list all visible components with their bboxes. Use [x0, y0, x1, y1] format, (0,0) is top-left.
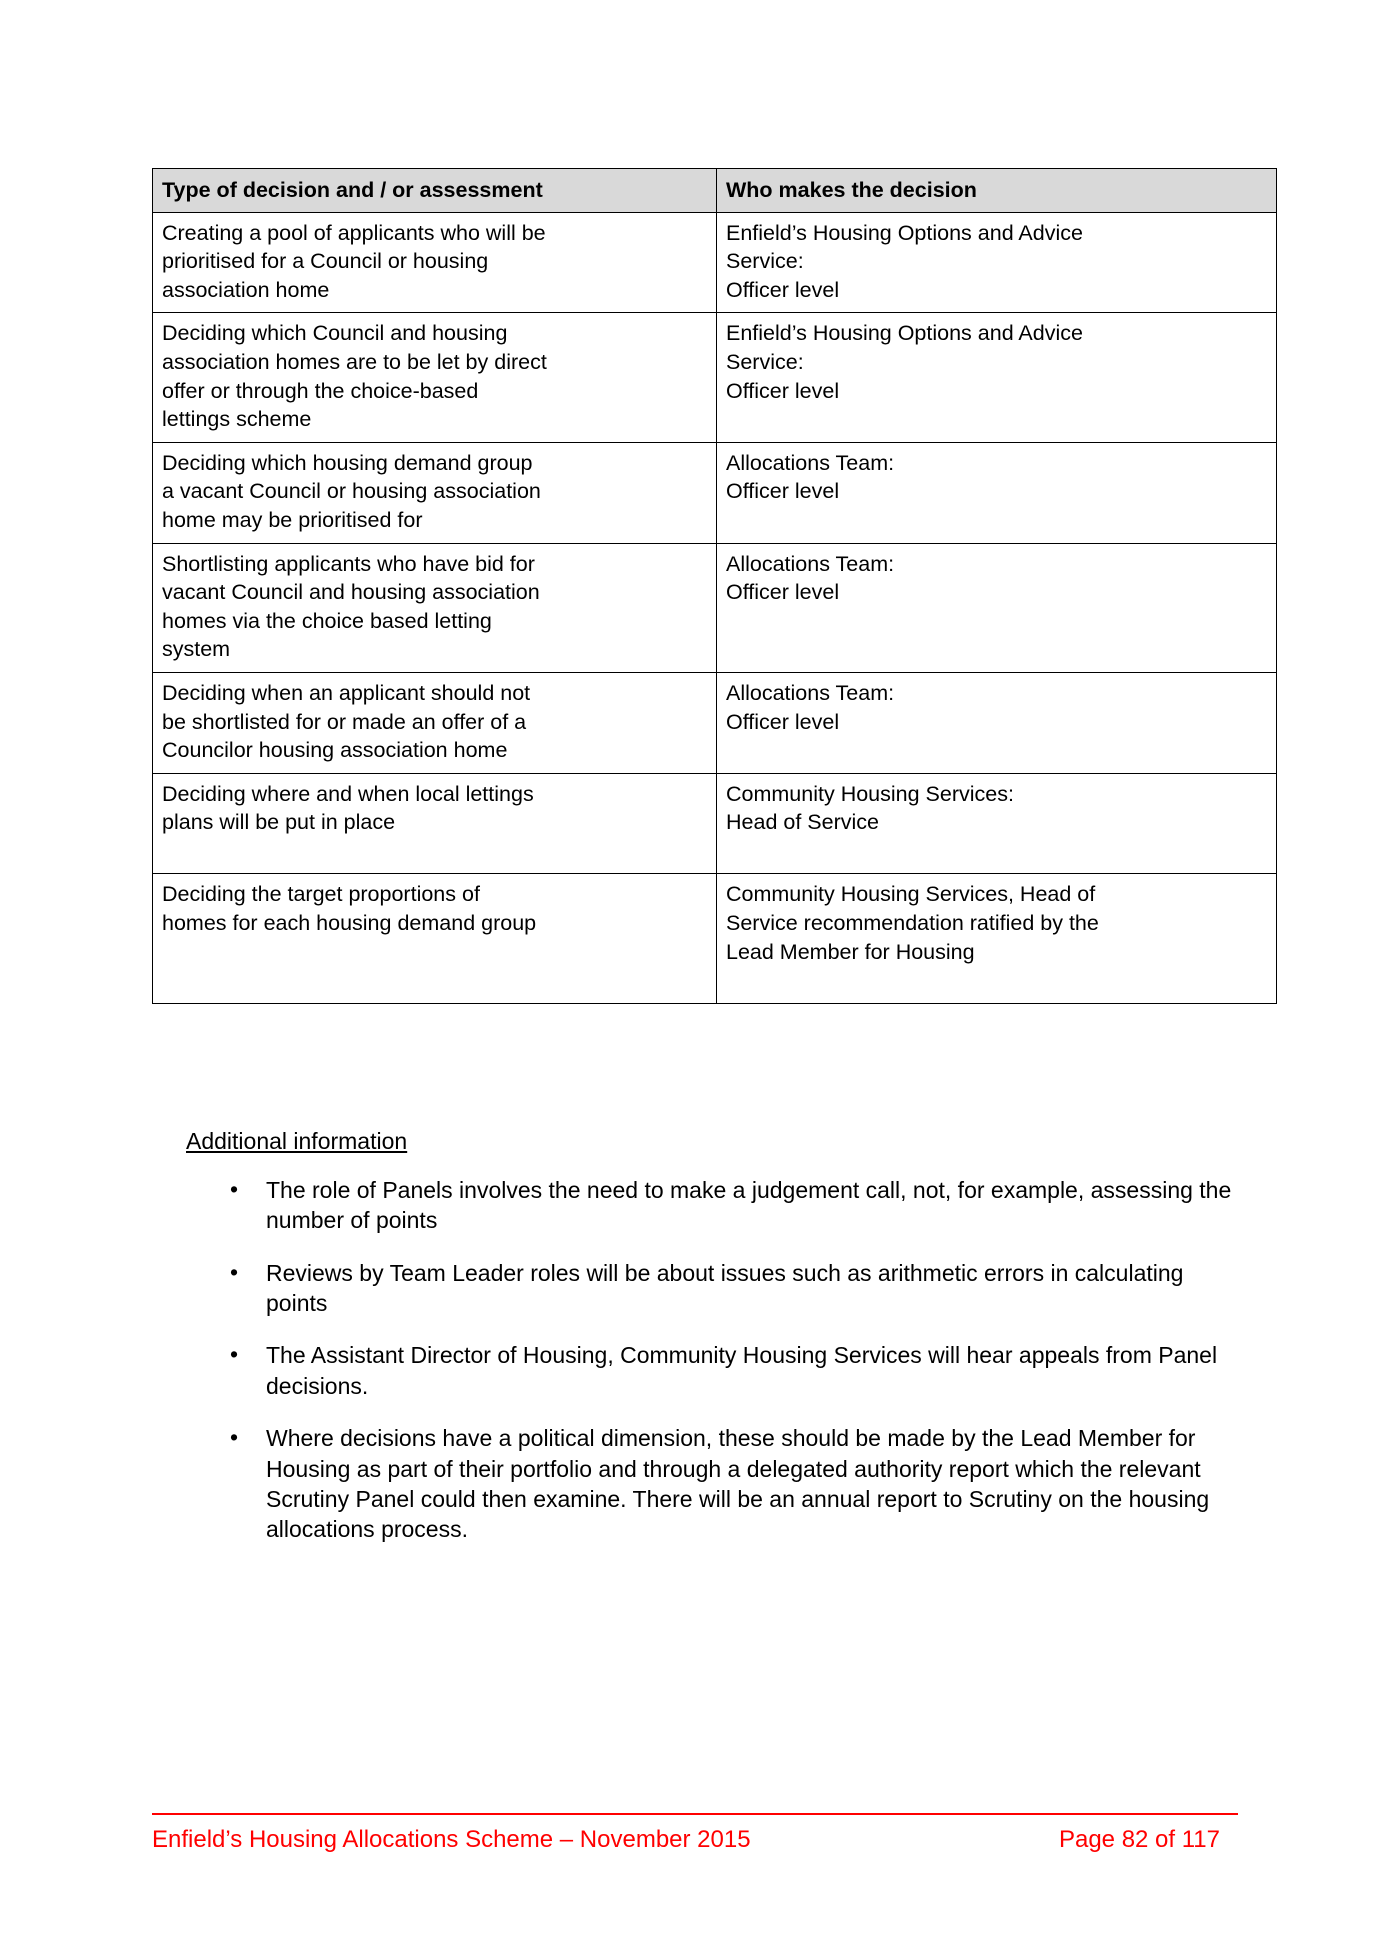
- cell-decision-type: [153, 874, 717, 1003]
- cell-line-spacer: [162, 837, 707, 866]
- bullet-icon: •: [230, 1258, 239, 1285]
- cell-line: a vacant Council or housing association: [162, 479, 541, 504]
- cell-decision-maker: [717, 773, 1277, 874]
- table-header-row: [153, 169, 1277, 213]
- cell-decision-maker: [717, 212, 1277, 313]
- footer-page-number: Page 82 of 117: [1058, 1826, 1220, 1853]
- cell-decision-type: [153, 773, 717, 874]
- table-row: [153, 773, 1277, 874]
- cell-decision-maker: [717, 442, 1277, 543]
- cell-line: Enfield’s Housing Options and Advice: [726, 321, 1083, 346]
- cell-decision-type: [153, 543, 717, 672]
- cell-line: vacant Council and housing association: [162, 580, 540, 605]
- table-body: [153, 212, 1277, 1003]
- table-row: [153, 313, 1277, 442]
- list-item: [186, 1423, 1246, 1544]
- decision-table: [152, 168, 1277, 1004]
- cell-line: home may be prioritised for: [162, 507, 423, 532]
- table-row: [153, 212, 1277, 313]
- additional-information-heading: Additional information: [186, 1128, 408, 1154]
- table-row: [153, 874, 1277, 1003]
- cell-line: Officer level: [726, 378, 840, 403]
- cell-line: plans will be put in place: [162, 810, 396, 835]
- cell-line: Deciding when an applicant should not: [162, 680, 531, 705]
- cell-line: Service:: [726, 349, 804, 374]
- cell-line: Head of Service: [726, 810, 879, 835]
- cell-decision-maker: [717, 313, 1277, 442]
- cell-line: Creating a pool of applicants who will be: [162, 220, 546, 245]
- footer-document-title: Enfield’s Housing Allocations Scheme – November 2015: [152, 1826, 751, 1853]
- cell-decision-type: [153, 212, 717, 313]
- list-item-text: Reviews by Team Leader roles will be about issues such as arithmetic errors in calculating points: [266, 1259, 1184, 1317]
- list-item-text: The role of Panels involves the need to make a judgement call, not, for example, assessing the number of points: [266, 1177, 1232, 1234]
- cell-decision-type: [153, 442, 717, 543]
- bullet-icon: •: [230, 1176, 239, 1202]
- cell-line: Deciding which housing demand group: [162, 450, 533, 475]
- cell-decision-type: [153, 672, 717, 773]
- cell-decision-maker: [717, 672, 1277, 773]
- cell-line: Community Housing Services:: [726, 781, 1014, 806]
- cell-line: Officer level: [726, 709, 840, 734]
- column-header-decision-maker: Who makes the decision: [717, 169, 1277, 213]
- cell-line: Community Housing Services, Head of: [726, 882, 1096, 907]
- cell-line: association homes are to be let by direct: [162, 349, 547, 374]
- cell-line-spacer: [162, 938, 707, 967]
- footer-divider: [152, 1813, 1238, 1815]
- cell-line: Lead Member for Housing: [726, 939, 975, 964]
- bullet-icon: •: [230, 1341, 239, 1368]
- cell-line: be shortlisted for or made an offer of a: [162, 709, 527, 734]
- cell-line: Allocations Team:: [726, 680, 895, 705]
- cell-line: Service:: [726, 249, 804, 274]
- cell-decision-type: [153, 313, 717, 442]
- cell-line: Officer level: [726, 580, 840, 605]
- bullet-icon: •: [230, 1424, 239, 1451]
- cell-line: Allocations Team:: [726, 450, 895, 475]
- table-header: [153, 169, 1277, 213]
- list-item: [186, 1175, 1246, 1236]
- cell-line: homes via the choice based letting: [162, 608, 492, 633]
- cell-line: association home: [162, 277, 330, 302]
- page-footer: [152, 1826, 1238, 1854]
- cell-line: Officer level: [726, 277, 840, 302]
- column-header-decision-type: Type of decision and / or assessment: [153, 169, 717, 213]
- cell-decision-maker: [717, 543, 1277, 672]
- list-item-text: Where decisions have a political dimension, these should be made by the Lead Member for Housing as part of their portfolio and through a delegated authority report which the relevant Scrutiny Panel could then examine. There will be an annual report to Scrutiny on the housing allocations process.: [266, 1425, 1210, 1543]
- cell-line-spacer: [162, 966, 707, 995]
- cell-line: offer or through the choice-based: [162, 378, 479, 403]
- cell-line: Officer level: [726, 479, 840, 504]
- table-row: [153, 442, 1277, 543]
- cell-line: Deciding the target proportions of: [162, 882, 480, 907]
- list-item: [186, 1340, 1246, 1401]
- table-row: [153, 672, 1277, 773]
- cell-line: lettings scheme: [162, 407, 312, 432]
- cell-line: Councilor housing association home: [162, 738, 508, 763]
- cell-line: Deciding where and when local lettings: [162, 781, 534, 806]
- cell-decision-maker: [717, 874, 1277, 1003]
- cell-line: Allocations Team:: [726, 551, 895, 576]
- list-item: [186, 1258, 1246, 1319]
- cell-line: Deciding which Council and housing: [162, 321, 508, 346]
- additional-information-list: [186, 1175, 1246, 1567]
- cell-line: homes for each housing demand group: [162, 911, 537, 936]
- list-item-text: The Assistant Director of Housing, Community Housing Services will hear appeals from Panel decisions.: [266, 1342, 1218, 1399]
- cell-line: Service recommendation ratified by the: [726, 911, 1099, 936]
- cell-line: Shortlisting applicants who have bid for: [162, 551, 535, 576]
- cell-line: prioritised for a Council or housing: [162, 249, 489, 274]
- table-row: [153, 543, 1277, 672]
- cell-line: system: [162, 637, 231, 662]
- cell-line: Enfield’s Housing Options and Advice: [726, 220, 1083, 245]
